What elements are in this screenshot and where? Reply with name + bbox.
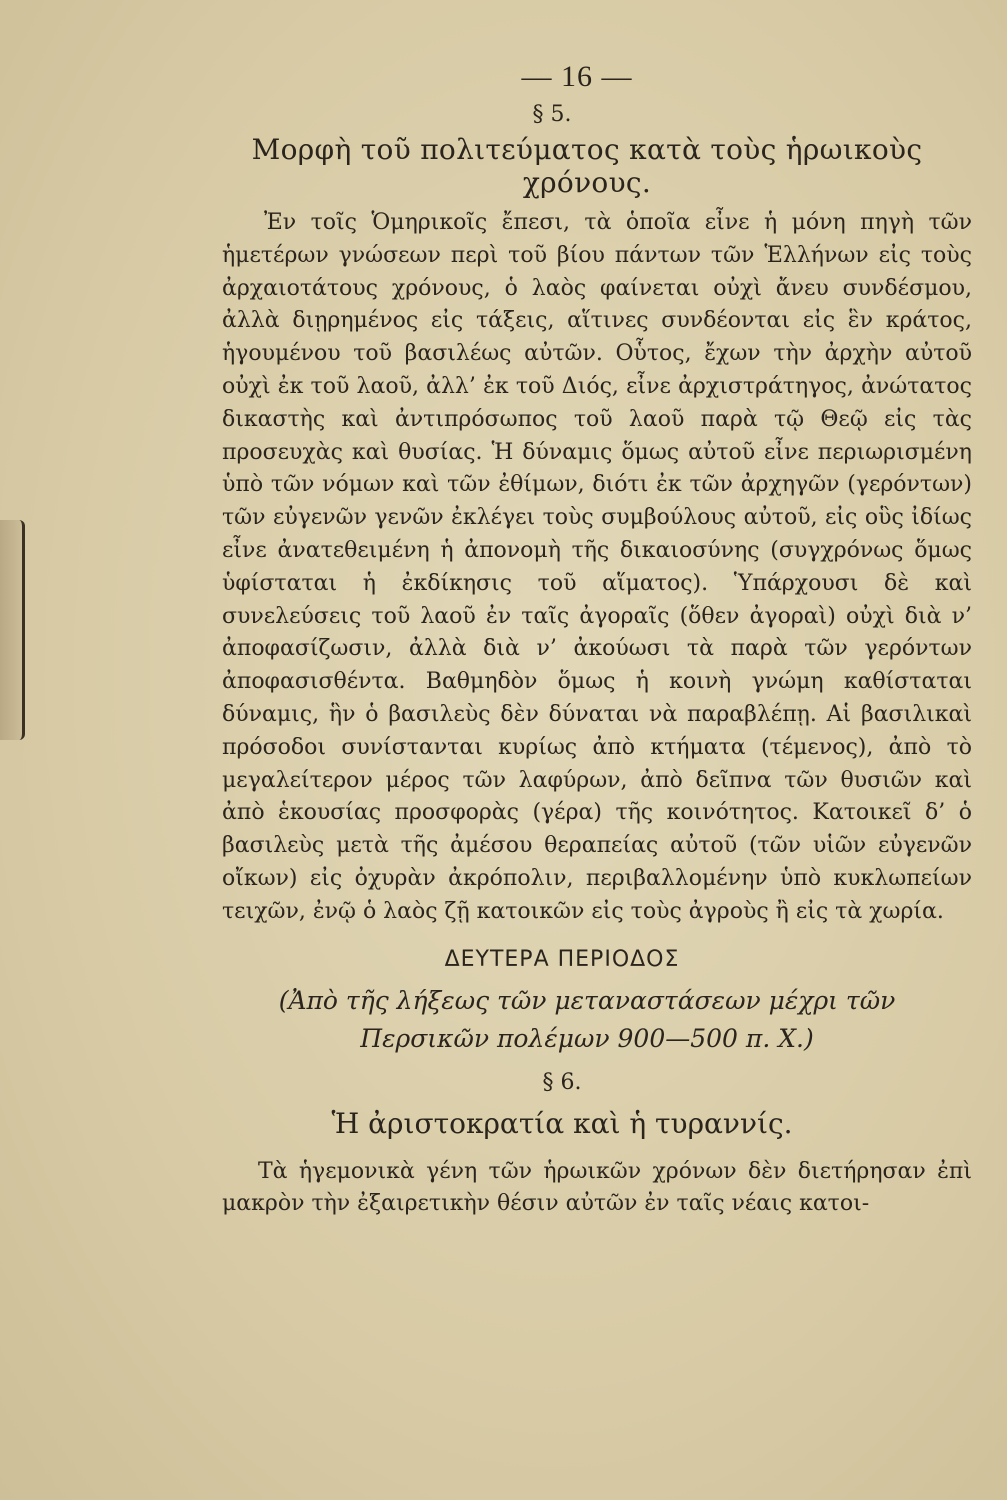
period-title: ΔΕΥΤΕΡΑ ΠΕΡΙΟΔΟΣ <box>444 946 680 972</box>
page-content <box>222 60 972 1220</box>
paragraph-2: Τὰ ἡγεμονικὰ γένη τῶν ἡρωικῶν χρόνων δὲν διετήρησαν ἐπὶ μακρὸν τὴν ἐξαιρετικὴν θέσιν αὐτῶν ἐν ταῖς νέαις κατοι- <box>222 1158 972 1216</box>
section-heading-2: Ἡ ἀριστοκρατία καὶ ἡ τυραννίς. <box>331 1106 793 1140</box>
period-subtitle: (Ἀπὸ τῆς λήξεως τῶν μεταναστάσεων μέχρι τῶν Περσικῶν πολέμων 900—500 π. Χ.) <box>278 985 896 1053</box>
section-heading-1: Μορφὴ τοῦ πολιτεύματος κατὰ τοὺς ἡρωικοὺς χρόνους. <box>251 133 923 199</box>
section-number-6: § 6. <box>542 1069 582 1095</box>
paragraph-1: Ἐν τοῖς Ὁμηρικοῖς ἔπεσι, τὰ ὁποῖα εἶνε ἡ μόνη πηγὴ τῶν ἡμετέρων γνώσεων περὶ τοῦ βίου πάντων τῶν Ἑλλήνων εἰς τοὺς ἀρχαιοτάτους χρόνους, ὁ λαὸς φαίνεται οὐχὶ ἄνευ συνδέσμου, ἀλλὰ διῃρημένος εἰς τάξεις, αἵτινες συνδέονται εἰς ἓν κράτος, ἡγουμένου τοῦ βασιλέως αὐτῶν. Οὗτος, ἔχων τὴν ἀρχὴν αὐτοῦ οὐχὶ ἐκ τοῦ λαοῦ, ἀλλ’ ἐκ τοῦ Διός, εἶνε ἀρχιστράτηγος, ἀνώτατος δικαστὴς καὶ ἀντιπρόσωπος τοῦ λαοῦ παρὰ τῷ Θεῷ εἰς τὰς προσευχὰς καὶ θυσίας. Ἡ δύναμις ὅμως αὐτοῦ εἶνε περιωρισμένη ὑπὸ τῶν νόμων καὶ τῶν ἐθίμων, διότι ἐκ τῶν ἀρχηγῶν (γερόντων) τῶν εὐγενῶν γενῶν ἐκλέγει τοὺς συμβούλους αὐτοῦ, εἰς οὓς ἰδίως εἶνε ἀνατεθειμένη ἡ ἀπονομὴ τῆς δικαιοσύνης (συγχρόνως ὅμως ὑφίσταται ἡ ἐκδίκησις τοῦ αἵματος). Ὑπάρχουσι δὲ καὶ συνελεύσεις τοῦ λαοῦ ἐν ταῖς ἀγοραῖς (ὅθεν ἀγοραὶ) οὐχὶ διὰ ν’ ἀποφασίζωσιν, ἀλλὰ διὰ ν’ ἀκούωσι τὰ παρὰ τῶν γερόντων ἀποφασισθέντα. Βαθμηδὸν ὅμως ἡ κοινὴ γνώμη καθίσταται δύναμις, ἣν ὁ βασιλεὺς δὲν δύναται νὰ παραβλέπῃ. Αἱ βασιλικαὶ πρόσοδοι συνίστανται κυρίως ἀπὸ κτήματα (τέμενος), ἀπὸ τὸ μεγαλείτερον μέρος τῶν λαφύρων, ἀπὸ δεῖπνα τῶν θυσιῶν καὶ ἀπὸ ἑκουσίας προσφορὰς (γέρα) τῆς κοινότητος. Κατοικεῖ δ’ ὁ βασιλεὺς μετὰ τῆς ἀμέσου θεραπείας αὐτοῦ (τῶν υἱῶν εὐγενῶν οἴκων) εἰς ὀχυρὰν ἀκρόπολιν, περιβαλλομένην ὑπὸ κυκλωπείων τειχῶν, ἐνῷ ὁ λαὸς ζῇ κατοικῶν εἰς τοὺς ἀγροὺς ἢ εἰς τὰ χωρία. <box>222 210 972 924</box>
binding-edge <box>0 520 25 740</box>
section-number-5: § 5. <box>532 102 572 127</box>
page-number: — 16 — <box>521 60 633 93</box>
